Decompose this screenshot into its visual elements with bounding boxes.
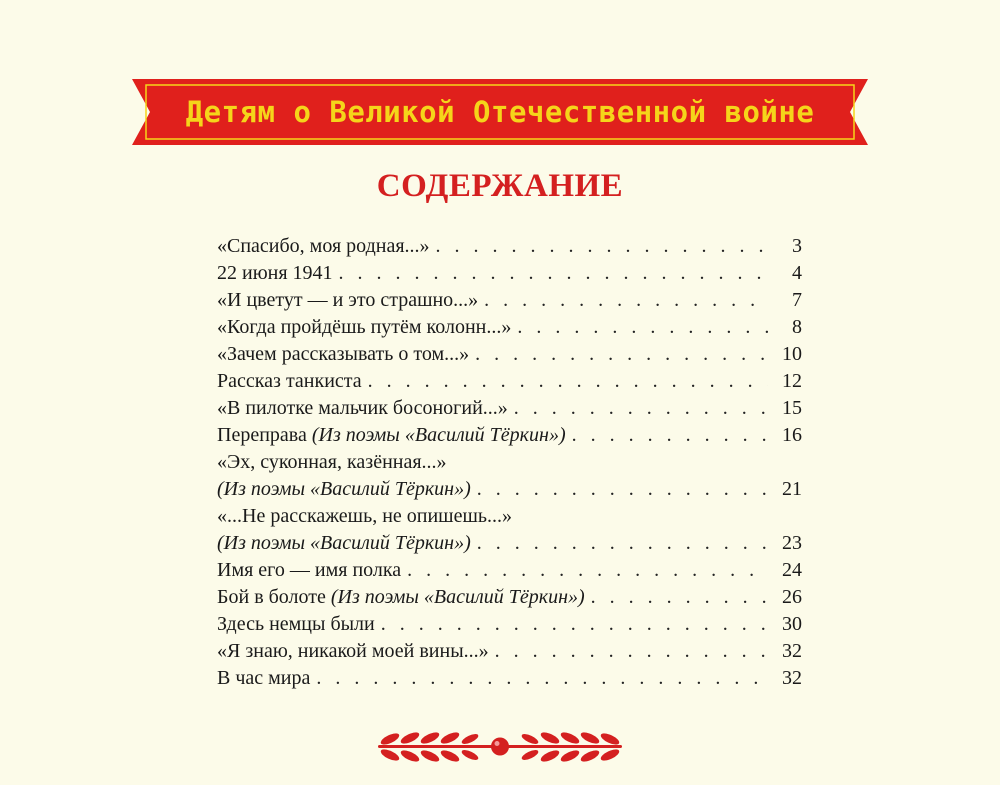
toc-item[interactable] bbox=[217, 638, 802, 665]
series-title: Детям о Великой Отечественной войне bbox=[185, 95, 815, 129]
toc-entry-title bbox=[217, 530, 477, 557]
toc-entry-subtitle: (Из поэмы «Василий Тёркин») bbox=[217, 478, 471, 500]
series-banner bbox=[132, 71, 868, 153]
toc-entry-row bbox=[217, 665, 802, 692]
toc-item[interactable] bbox=[217, 557, 802, 584]
dot-leader bbox=[477, 530, 768, 557]
toc-item[interactable] bbox=[217, 503, 802, 530]
toc-entry-title bbox=[217, 314, 517, 341]
dot-leader bbox=[316, 665, 768, 692]
toc-entry-title-text: Переправа bbox=[217, 424, 312, 446]
toc-entry-subtitle: (Из поэмы «Василий Тёркин») bbox=[217, 532, 471, 554]
toc-entry-title bbox=[217, 260, 339, 287]
toc-entry-title bbox=[217, 368, 368, 395]
toc-entry-title bbox=[217, 503, 518, 530]
toc-entry-title bbox=[217, 638, 495, 665]
dot-leader bbox=[436, 233, 768, 260]
toc-item[interactable] bbox=[217, 341, 802, 368]
toc-entry-title-text: «Когда пройдёшь путём колонн...» bbox=[217, 316, 512, 338]
toc-entry-row bbox=[217, 611, 802, 638]
toc-entry-title-text: Имя его — имя полка bbox=[217, 559, 402, 581]
toc-item[interactable] bbox=[217, 260, 802, 287]
toc-entry-row bbox=[217, 503, 802, 530]
toc-page-number: 16 bbox=[782, 424, 802, 446]
toc-page-number: 26 bbox=[782, 586, 802, 608]
toc-entry-row bbox=[217, 476, 802, 503]
toc-entry-title-text: «...Не расскажешь, не опишешь...» bbox=[217, 505, 512, 527]
laurel-branch-ornament-icon bbox=[370, 727, 630, 767]
toc-entry-row bbox=[217, 314, 802, 341]
toc-entry-row bbox=[217, 287, 802, 314]
dot-leader bbox=[484, 287, 768, 314]
toc-item[interactable] bbox=[217, 611, 802, 638]
toc-entry-title bbox=[217, 476, 477, 503]
toc-page-number: 23 bbox=[782, 532, 802, 554]
toc-entry-row bbox=[217, 638, 802, 665]
toc-entry-title bbox=[217, 611, 381, 638]
toc-item[interactable] bbox=[217, 665, 802, 692]
toc-entry-title bbox=[217, 422, 572, 449]
toc-entry-row bbox=[217, 341, 802, 368]
toc-entry-title bbox=[217, 584, 591, 611]
dot-leader bbox=[517, 314, 768, 341]
toc-page-number: 12 bbox=[782, 370, 802, 392]
toc-item[interactable] bbox=[217, 584, 802, 611]
toc-entry-row bbox=[217, 449, 802, 476]
toc-entry-row bbox=[217, 422, 802, 449]
toc-entry-row bbox=[217, 233, 802, 260]
toc-entry-row bbox=[217, 368, 802, 395]
dot-leader bbox=[475, 341, 768, 368]
toc-entry-title-text: «Зачем рассказывать о том...» bbox=[217, 343, 470, 365]
dot-leader bbox=[407, 557, 768, 584]
toc-entry-title-text: «В пилотке мальчик босоногий...» bbox=[217, 397, 508, 419]
toc-item[interactable] bbox=[217, 395, 802, 422]
toc-entry-title bbox=[217, 341, 475, 368]
dot-leader bbox=[339, 260, 768, 287]
dot-leader bbox=[477, 476, 768, 503]
toc-entry-row bbox=[217, 557, 802, 584]
toc-entry-row bbox=[217, 260, 802, 287]
toc-entry-title-text: Здесь немцы были bbox=[217, 613, 375, 635]
toc-item[interactable] bbox=[217, 368, 802, 395]
toc-entry-row bbox=[217, 530, 802, 557]
toc-entry-title-text: «Эх, суконная, казённая...» bbox=[217, 451, 447, 473]
toc-entry-subtitle: (Из поэмы «Василий Тёркин») bbox=[311, 424, 566, 446]
toc-entry-title bbox=[217, 395, 514, 422]
toc-page-number: 24 bbox=[782, 559, 802, 581]
dot-leader bbox=[514, 395, 768, 422]
toc-item[interactable] bbox=[217, 422, 802, 449]
toc-page-number: 10 bbox=[782, 343, 802, 365]
toc-entry-title bbox=[217, 557, 407, 584]
dot-leader bbox=[591, 584, 768, 611]
toc-entry-title bbox=[217, 449, 453, 476]
dot-leader bbox=[381, 611, 768, 638]
toc-page-number: 7 bbox=[792, 289, 802, 311]
toc-entry-title-text: «И цветут — и это страшно...» bbox=[217, 289, 479, 311]
toc-page-number: 30 bbox=[782, 613, 802, 635]
toc-item[interactable] bbox=[217, 233, 802, 260]
toc-item[interactable] bbox=[217, 287, 802, 314]
toc-entry-title bbox=[217, 233, 436, 260]
toc-entry-subtitle: (Из поэмы «Василий Тёркин») bbox=[330, 586, 585, 608]
page-title: СОДЕРЖАНИЕ bbox=[376, 168, 624, 204]
toc-page-number: 32 bbox=[782, 640, 802, 662]
toc-item[interactable] bbox=[217, 476, 802, 503]
toc-page-number: 8 bbox=[792, 316, 802, 338]
toc-entry-title bbox=[217, 287, 484, 314]
toc-entry-title-text: Бой в болоте bbox=[217, 586, 331, 608]
toc-entry-row bbox=[217, 395, 802, 422]
table-of-contents bbox=[217, 233, 802, 692]
toc-page-number: 21 bbox=[782, 478, 802, 500]
toc-item[interactable] bbox=[217, 530, 802, 557]
toc-page-number: 4 bbox=[792, 262, 802, 284]
dot-leader bbox=[495, 638, 768, 665]
toc-item[interactable] bbox=[217, 449, 802, 476]
toc-entry-row bbox=[217, 584, 802, 611]
toc-entry-title-text: «Я знаю, никакой моей вины...» bbox=[217, 640, 489, 662]
dot-leader bbox=[572, 422, 768, 449]
toc-entry-title-text: В час мира bbox=[217, 667, 311, 689]
toc-page-number: 15 bbox=[782, 397, 802, 419]
dot-leader bbox=[368, 368, 768, 395]
toc-page-number: 32 bbox=[782, 667, 802, 689]
toc-entry-title bbox=[217, 665, 316, 692]
toc-entry-title-text: «Спасибо, моя родная...» bbox=[217, 235, 430, 257]
toc-item[interactable] bbox=[217, 314, 802, 341]
toc-entry-title-text: 22 июня 1941 bbox=[217, 262, 333, 284]
toc-page-number: 3 bbox=[792, 235, 802, 257]
toc-entry-title-text: Рассказ танкиста bbox=[217, 370, 362, 392]
